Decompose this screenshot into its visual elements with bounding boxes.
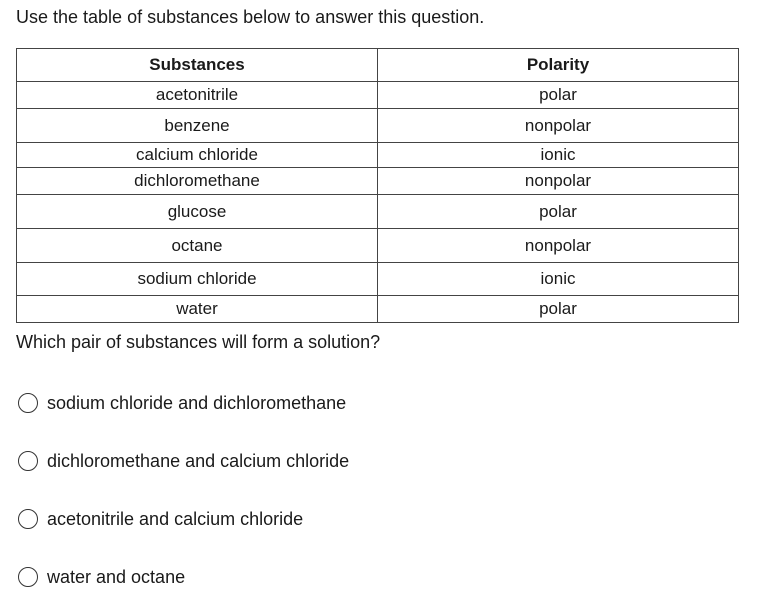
substance-cell: water	[17, 296, 378, 323]
radio-button[interactable]	[18, 567, 38, 587]
polarity-cell: ionic	[378, 263, 739, 296]
polarity-cell: nonpolar	[378, 168, 739, 195]
table-row	[17, 168, 739, 195]
substance-cell: dichloromethane	[17, 168, 378, 195]
substance-cell: benzene	[17, 109, 378, 143]
table-row	[17, 229, 739, 263]
answer-option-3[interactable]	[18, 507, 303, 531]
polarity-cell: polar	[378, 296, 739, 323]
polarity-cell: ionic	[378, 143, 739, 168]
substance-cell: octane	[17, 229, 378, 263]
table-row	[17, 296, 739, 323]
table-header-row	[17, 49, 739, 82]
substance-cell: acetonitrile	[17, 82, 378, 109]
option-label[interactable]: sodium chloride and dichloromethane	[47, 393, 347, 413]
table-row	[17, 82, 739, 109]
substance-cell: glucose	[17, 195, 378, 229]
answer-option-4[interactable]	[18, 565, 185, 589]
polarity-cell: polar	[378, 82, 739, 109]
table-row	[17, 143, 739, 168]
table-row	[17, 263, 739, 296]
answer-option-2[interactable]	[18, 449, 349, 473]
option-label[interactable]: dichloromethane and calcium chloride	[47, 451, 350, 471]
substance-cell: sodium chloride	[17, 263, 378, 296]
question-text: Which pair of substances will form a solution?	[16, 332, 381, 352]
polarity-cell: nonpolar	[378, 109, 739, 143]
option-label[interactable]: acetonitrile and calcium chloride	[47, 509, 304, 529]
polarity-cell: nonpolar	[378, 229, 739, 263]
substances-table	[16, 48, 739, 323]
table-row	[17, 195, 739, 229]
radio-button[interactable]	[18, 451, 38, 471]
substance-cell: calcium chloride	[17, 143, 378, 168]
radio-button[interactable]	[18, 509, 38, 529]
option-label[interactable]: water and octane	[47, 567, 186, 587]
radio-button[interactable]	[18, 393, 38, 413]
header-polarity: Polarity	[378, 49, 739, 82]
answer-option-1[interactable]	[18, 391, 346, 415]
polarity-cell: polar	[378, 195, 739, 229]
table-row	[17, 109, 739, 143]
header-substances: Substances	[17, 49, 378, 82]
question-prompt: Use the table of substances below to answer this question.	[16, 7, 485, 27]
